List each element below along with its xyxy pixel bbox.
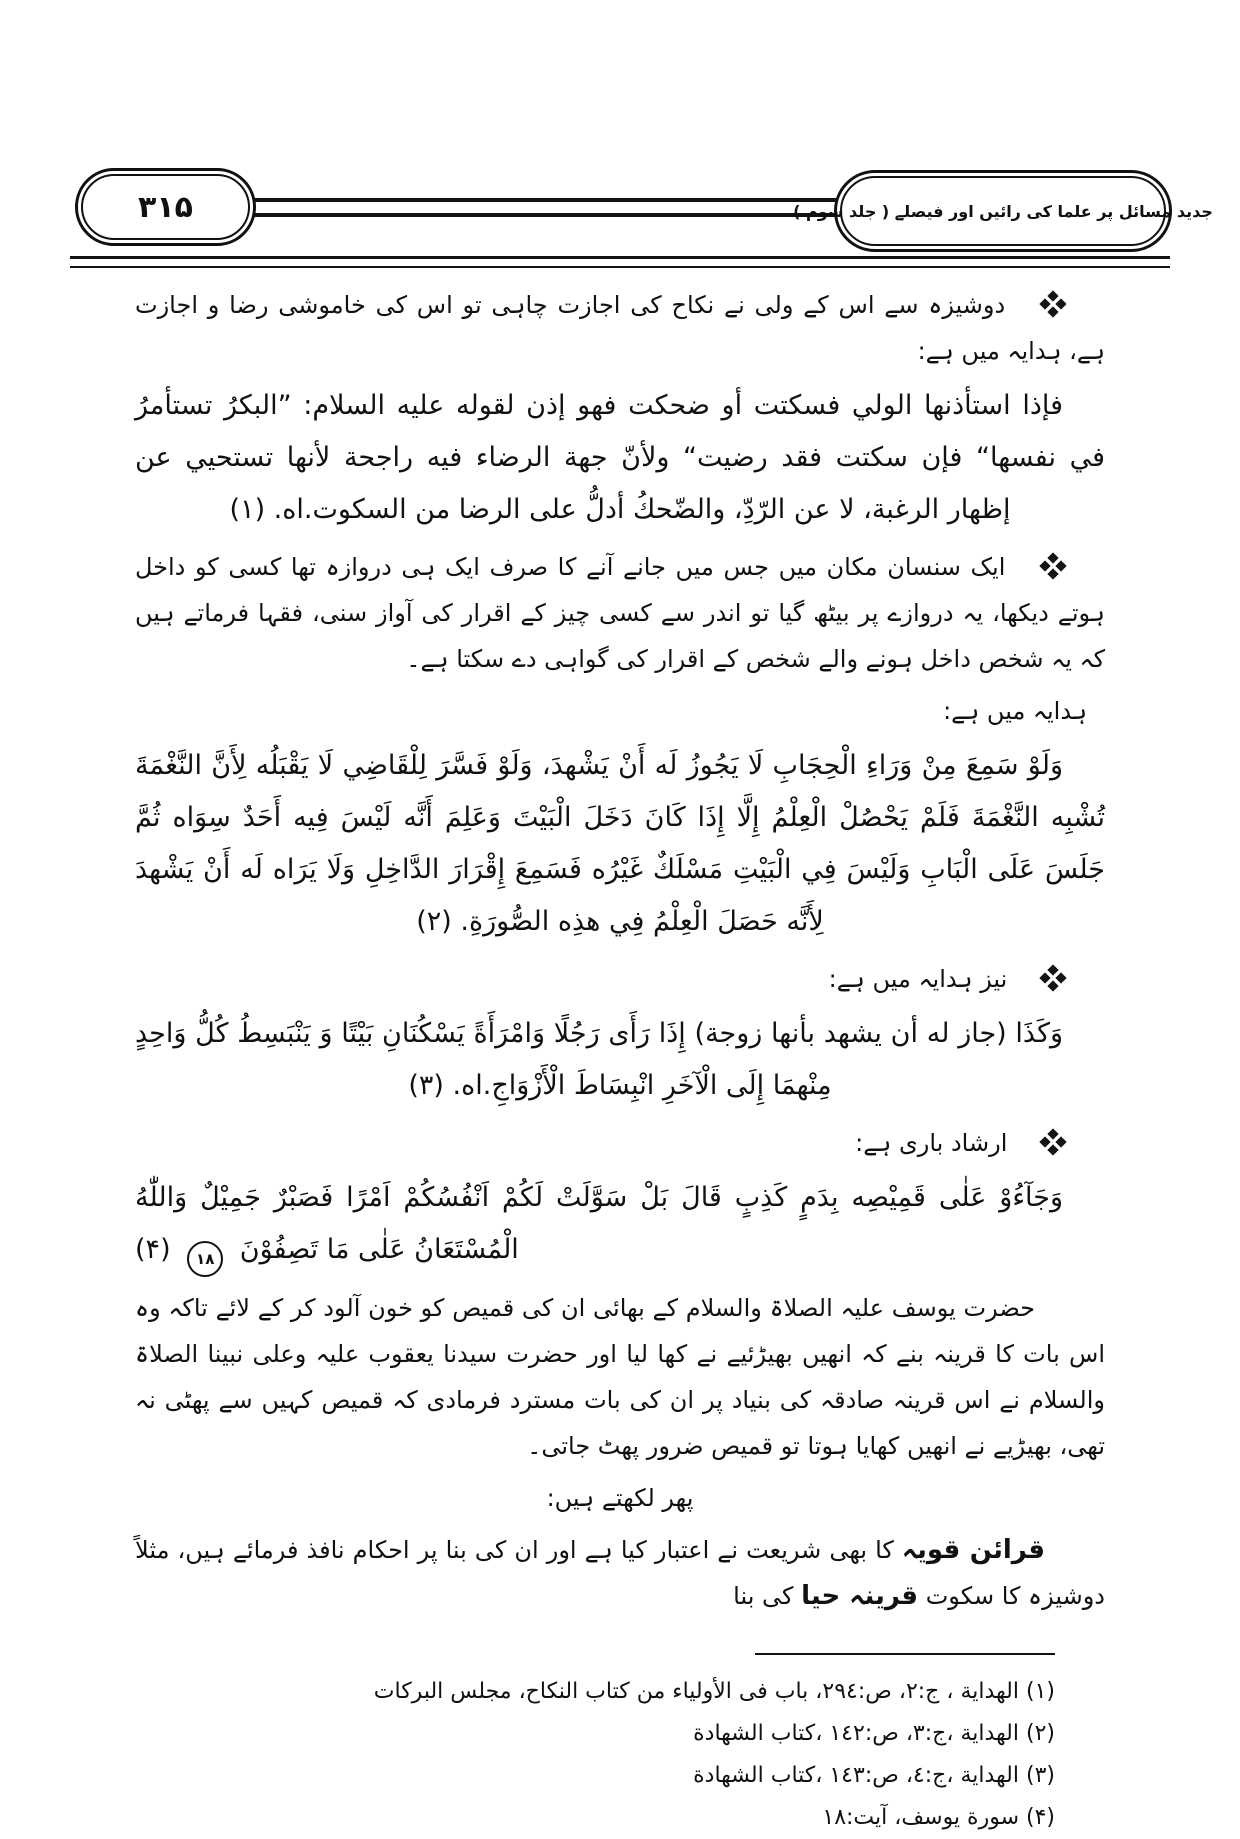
header-connector-rule — [245, 198, 845, 217]
bullet-point-1 — [135, 282, 1105, 374]
qaraain-term-1: قرائن قویہ — [902, 1535, 1045, 1565]
page-body — [135, 282, 1105, 1839]
quran-footnote-marker: (۴) — [135, 1234, 171, 1265]
book-title-badge — [834, 170, 1172, 252]
four-diamonds-bullet-icon — [1041, 966, 1065, 990]
bullet-point-4-text: ارشاد باری ہے: — [855, 1129, 1007, 1157]
qaraain-term-2: قرینہ حیا — [801, 1581, 918, 1611]
header-divider-rule — [70, 256, 1170, 268]
footnotes-section — [135, 1653, 1055, 1839]
four-diamonds-bullet-icon — [1041, 554, 1065, 578]
qaraain-paragraph — [135, 1527, 1105, 1619]
phir-intro-label: پھر لکھتے ہیں: — [135, 1475, 1105, 1521]
ayah-number: ۱۸ — [196, 1233, 214, 1285]
footnote-4: (۴) سورة يوسف، آیت:١٨ — [135, 1797, 1055, 1839]
footnote-divider-rule — [755, 1653, 1055, 1655]
bullet-point-2-text: ایک سنسان مکان میں جس میں جانے آنے کا صرف ایک ہی دروازہ تھا کسی کو داخل ہوتے دیکھا، یہ دروازے پر بیٹھ گیا تو اندر سے کسی چیز کے اقرار کی آواز سنی، فقہا فرماتے ہیں کہ یہ شخص داخل ہونے والے شخص کے اقرار کی گواہی دے سکتا ہے۔ — [135, 553, 1105, 673]
yusuf-explanation-paragraph: حضرت یوسف علیہ الصلاۃ والسلام کے بھائی ان کی قمیص کو خون آلود کر کے لائے تاکہ وہ اس بات کا قرینہ بنے کہ انھیں بھیڑئیے نے کھا لیا اور حضرت سیدنا یعقوب علیہ وعلی نبینا الصلاۃ والسلام نے اس قرینہ صادقہ کی بنیاد پر ان کی بات مسترد فرمادی کہ قمیص کہیں سے پھٹی نہ تھی، بھیڑیے نے انھیں کھایا ہوتا تو قمیص ضرور پھٹ جاتی۔ — [135, 1285, 1105, 1469]
hidaya-quote-2: وَلَوْ سَمِعَ مِنْ وَرَاءِ الْحِجَابِ لَا يَجُوزُ لَه أَنْ يَشْهدَ، وَلَوْ فَسَّرَ لِلْقَاضِي لَا يَقْبَلُه لِأَنَّ النَّغْمَةَ تُشْبِه النَّغْمَةَ فَلَمْ يَحْصُلْ الْعِلْمُ إِلَّا إِذَا كَانَ دَخَلَ الْبَيْتَ وَعَلِمَ أَنَّه لَيْسَ فِيه أَحَدٌ سِوَاه ثُمَّ جَلَسَ عَلَى الْبَابِ وَلَيْسَ فِي الْبَيْتِ مَسْلَكٌ غَيْرُه فَسَمِعَ إِقْرَارَ الدَّاخِلِ وَلَا يَرَاه لَه أَنْ يَشْهدَ لِأَنَّه حَصَلَ الْعِلْمُ فِي هذِه الصُّورَةِ. (٢) — [135, 740, 1105, 948]
four-diamonds-bullet-icon — [1041, 1130, 1065, 1154]
bullet-point-4 — [135, 1120, 1105, 1166]
bullet-point-3-text: نیز ہدایہ میں ہے: — [829, 965, 1008, 993]
hidaya-quote-1: فإذا استأذنها الولي فسكتت أو ضحكت فهو إذن لقوله عليه السلام: ”البكرُ تستأمرُ في نفسها“ فإن سكتت فقد رضيت“ ولأنّ جهة الرضاء فيه راجحة لأنها تستحيي عن إظهار الرغبة، لا عن الرّدِّ، والضّحكُ أدلُّ على الرضا من السكوت.اه. (١) — [135, 380, 1105, 536]
qaraain-tail-text: کی بنا — [733, 1582, 801, 1610]
page-header — [0, 0, 1240, 270]
quran-verse — [135, 1172, 1105, 1277]
bullet-point-3 — [135, 956, 1105, 1002]
four-diamonds-bullet-icon — [1041, 292, 1065, 316]
page-number: ۳۱۵ — [138, 190, 193, 225]
book-title: جدید مسائل پر علما کی رائیں اور فیصلے ( جلد سوم ) — [779, 202, 1227, 221]
bullet-point-2 — [135, 544, 1105, 682]
footnote-2: (٢) الهداية ،ج:٣، ص:١٤٢ ،كتاب الشهادة — [135, 1713, 1055, 1755]
qaraain-middle-text: کا بھی شریعت نے اعتبار کیا ہے اور ان کی بنا پر احکام نافذ فرمائے ہیں، مثلاً دوشیزہ کا سکوت — [135, 1536, 1105, 1610]
hidaya-intro-label: ہدایہ میں ہے: — [135, 688, 1105, 734]
bullet-point-1-text: دوشیزہ سے اس کے ولی نے نکاح کی اجازت چاہی تو اس کی خاموشی رضا و اجازت ہے، ہدایہ میں ہے: — [135, 291, 1105, 365]
page-number-badge — [75, 168, 256, 246]
footnote-1: (١) الهداية ، ج:٢، ص:٢٩٤، باب فى الأولياء من كتاب النكاح، مجلس البركات — [135, 1671, 1055, 1713]
ayah-number-circle — [187, 1241, 223, 1277]
hidaya-quote-3: وَكَذَا (جاز له أن يشهد بأنها زوجة) إِذَا رَأَى رَجُلًا وَامْرَأَةً يَسْكُنَانِ بَيْتًا وَ يَنْبَسِطُ كُلُّ وَاحِدٍ مِنْهمَا إِلَى الْآخَرِ انْبِسَاطَ الْأَزْوَاجِ.اه. (٣) — [135, 1008, 1105, 1112]
footnote-3: (٣) الهداية ،ج:٤، ص:١٤٣ ،كتاب الشهادة — [135, 1755, 1055, 1797]
quran-verse-text: وَجَآءُوْ عَلٰى قَمِيْصِه بِدَمٍ كَذِبٍ قَالَ بَلْ سَوَّلَتْ لَكُمْ اَنْفُسُكُمْ اَمْرًا فَصَبْرٌ جَمِيْلٌ وَاللّٰهُ الْمُسْتَعَانُ عَلٰى مَا تَصِفُوْنَ — [135, 1182, 1063, 1265]
